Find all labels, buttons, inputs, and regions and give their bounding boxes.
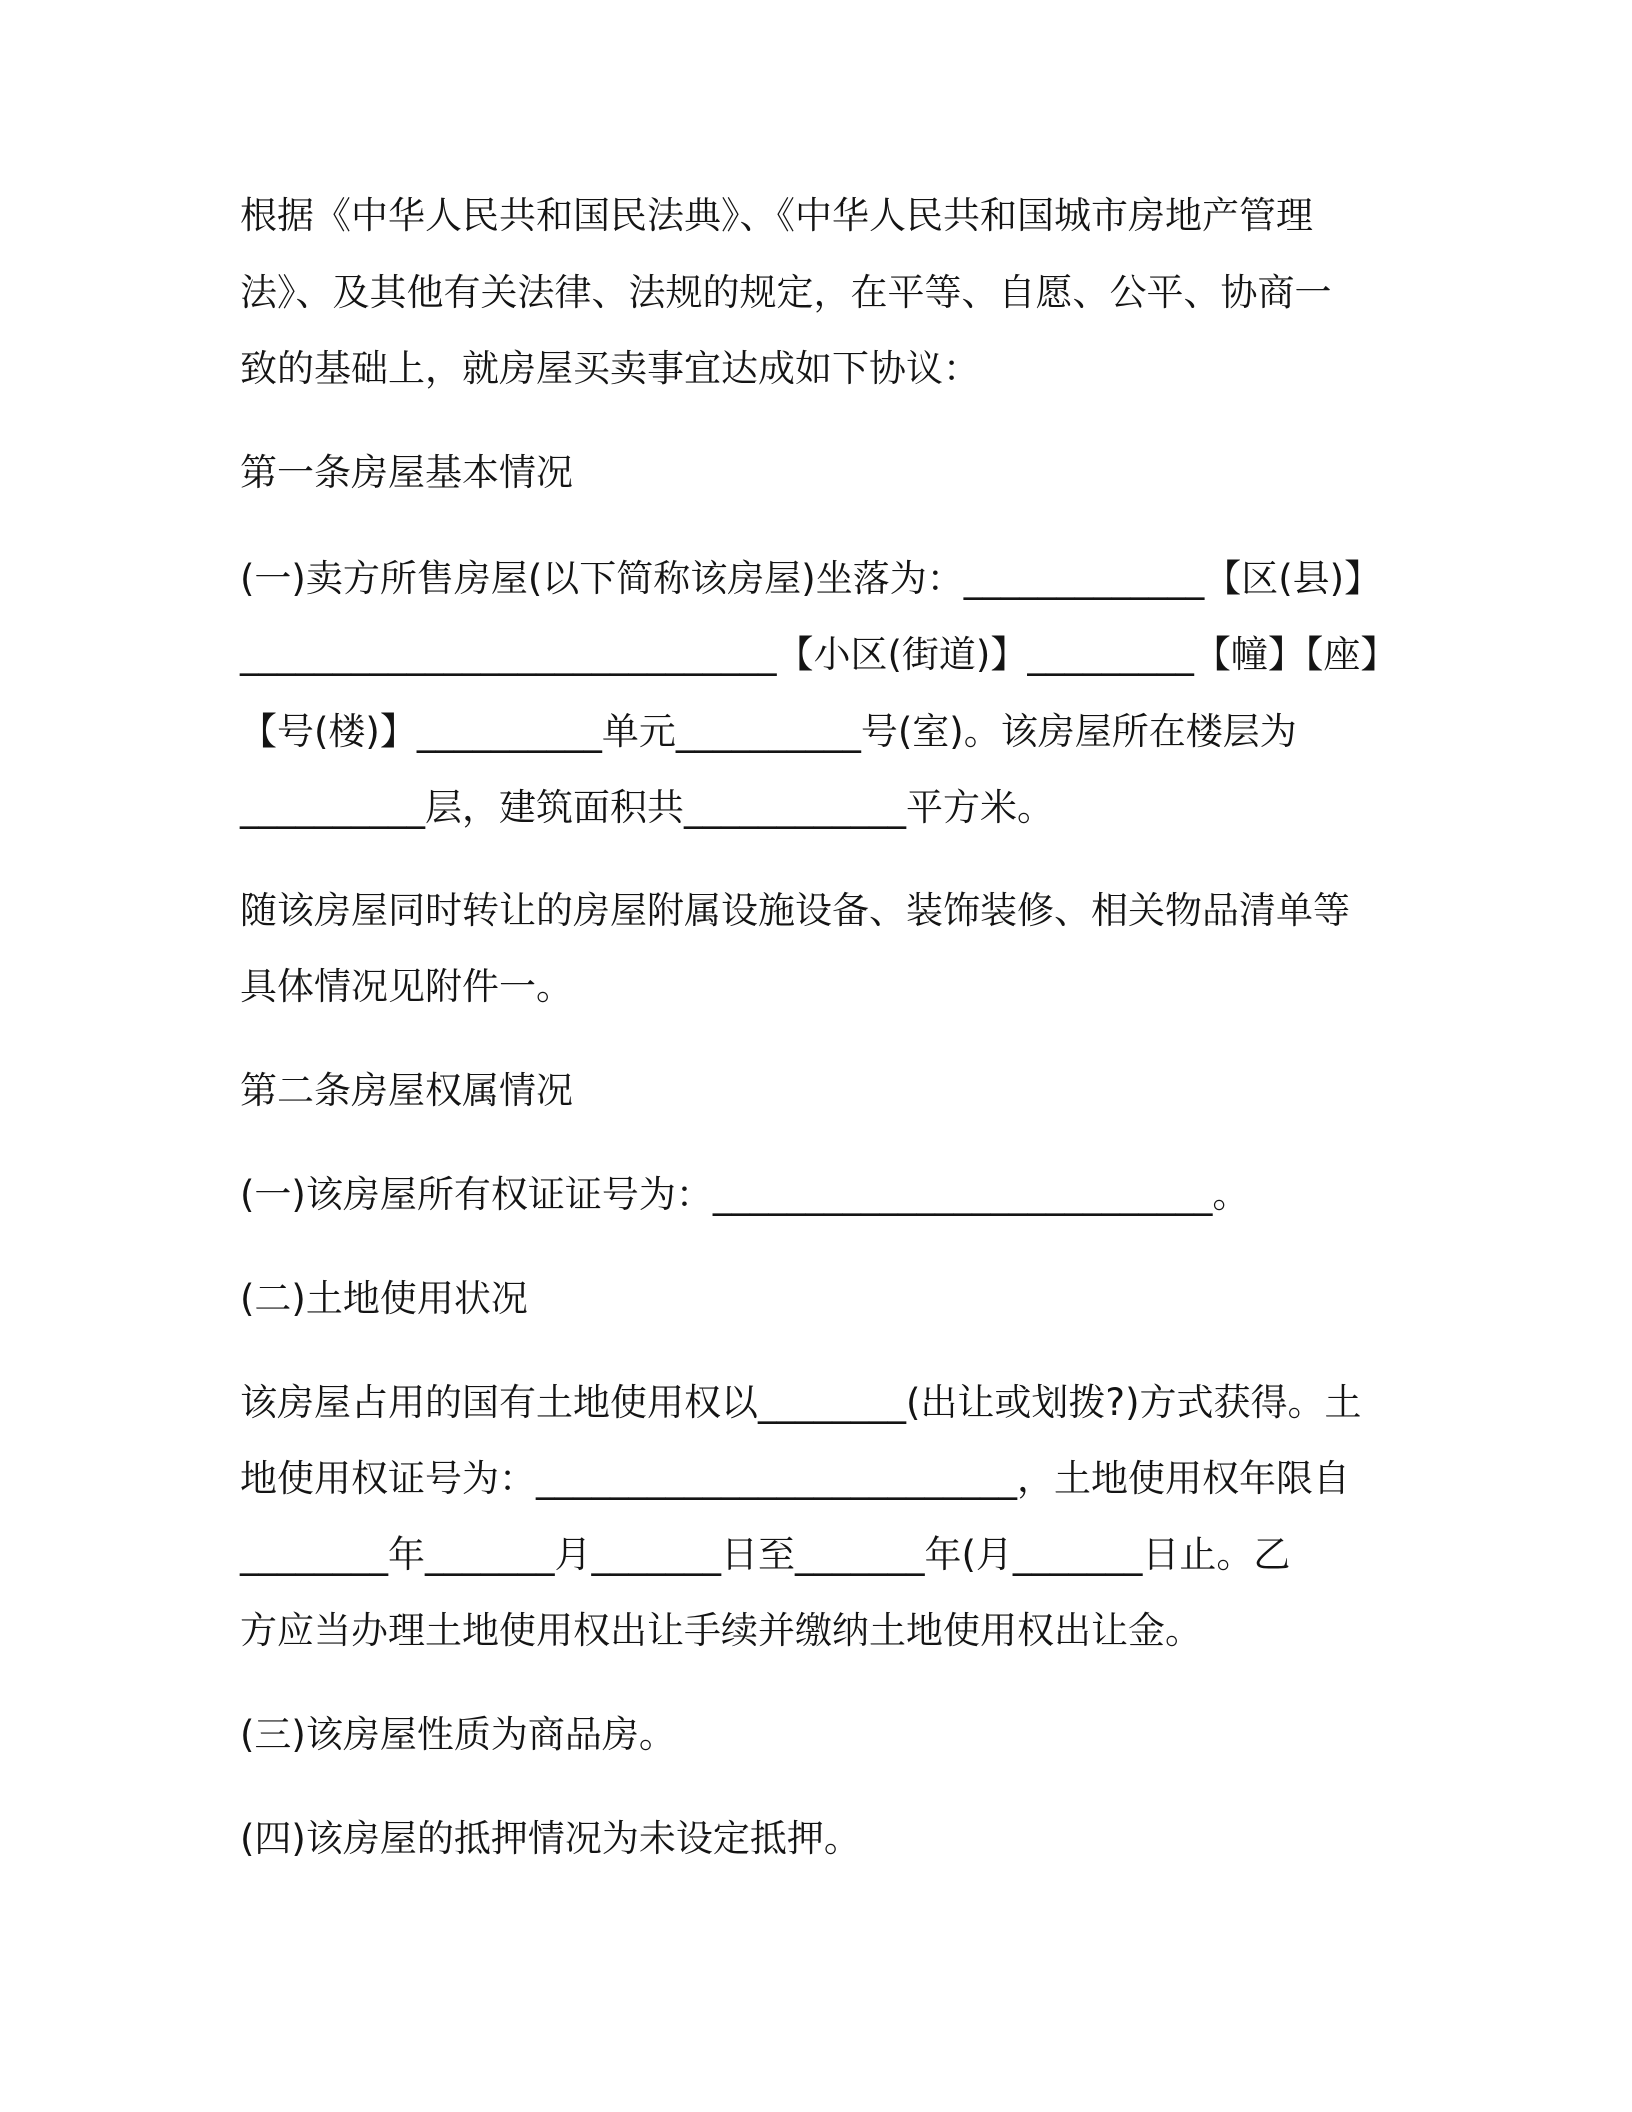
land-use-line-2: 地使用权证号为：__________________________，土地使用权年限自 [240,1457,1350,1500]
article-2-item-3: (三)该房屋性质为商品房。 [240,1713,676,1756]
article-1-item-1-line-1: (一)卖方所售房屋(以下简称该房屋)坐落为：_____________【区(县)】 [240,557,1382,600]
article-2-item-2-heading: (二)土地使用状况 [240,1277,528,1320]
article-2-item-1: (一)该房屋所有权证证号为：___________________________。 [240,1173,1250,1216]
preamble-line-1: 根据《中华人民共和国民法典》、《中华人民共和国城市房地产管理 [240,194,1313,237]
article-1-item-1-line-2: _____________________________【小区(街道)】_________【幢】【座】 [240,633,1398,676]
article-1-item-1-line-4: __________层，建筑面积共____________平方米。 [240,786,1054,829]
preamble-line-2: 法》、及其他有关法律、法规的规定，在平等、自愿、公平、协商一 [240,271,1332,314]
attachment-note-line-1: 随该房屋同时转让的房屋附属设施设备、装饰装修、相关物品清单等 [240,889,1350,932]
article-1-heading: 第一条房屋基本情况 [240,451,573,494]
article-2-heading: 第二条房屋权属情况 [240,1069,573,1112]
land-use-line-4: 方应当办理土地使用权出让手续并缴纳土地使用权出让金。 [240,1609,1202,1652]
land-use-line-1: 该房屋占用的国有土地使用权以________(出让或划拨?)方式获得。土 [240,1381,1362,1424]
article-1-item-1-line-3: 【号(楼)】__________单元__________号(室)。该房屋所在楼层为 [240,710,1297,753]
article-2-item-4: (四)该房屋的抵押情况为未设定抵押。 [240,1817,861,1860]
preamble-line-3: 致的基础上，就房屋买卖事宜达成如下协议： [240,347,980,390]
land-use-line-3: ________年_______月_______日至_______年(月_______日止。乙 [240,1533,1291,1576]
attachment-note-line-2: 具体情况见附件一。 [240,965,573,1008]
